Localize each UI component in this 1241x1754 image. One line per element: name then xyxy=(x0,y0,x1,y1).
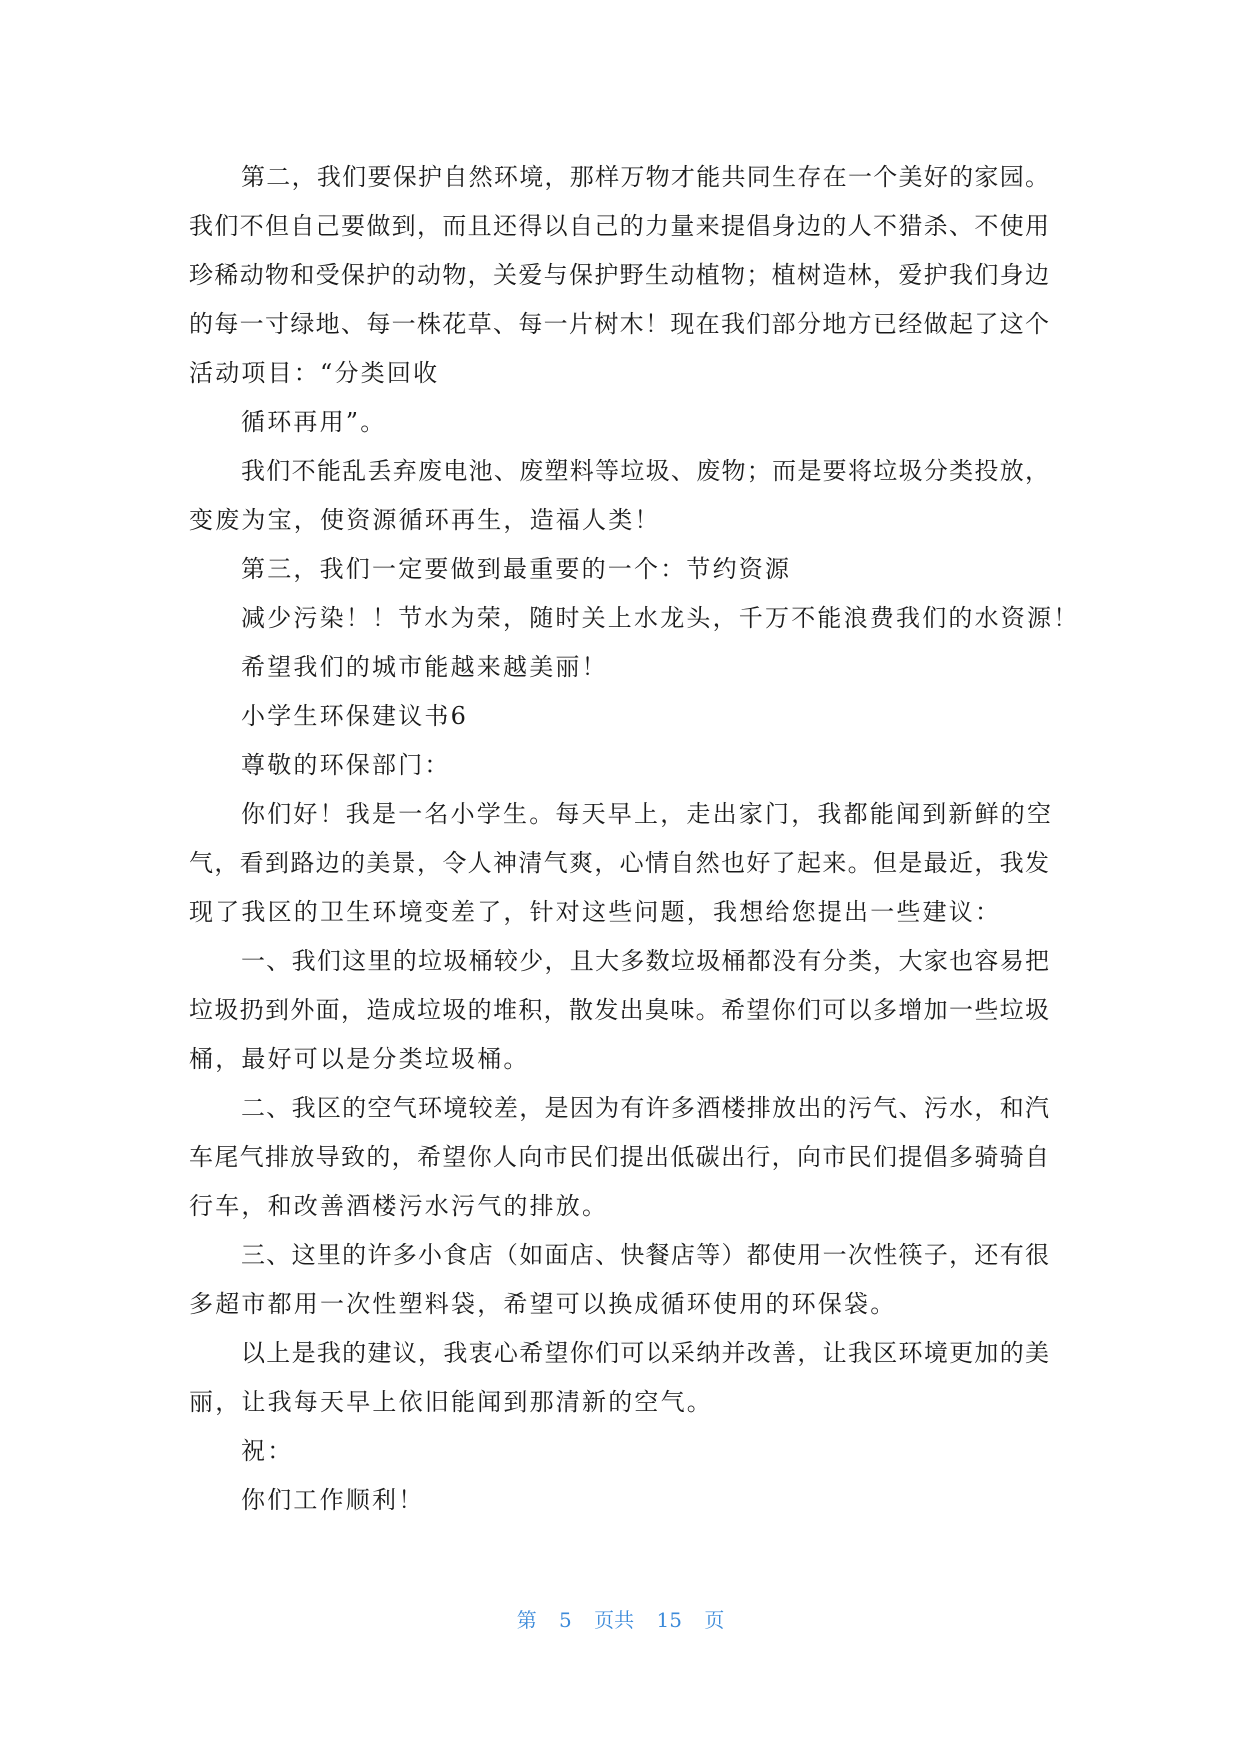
paragraph-line: 减少污染！！节水为荣，随时关上水龙头，千万不能浪费我们的水资源！ xyxy=(241,604,1080,632)
footer-prefix: 第 xyxy=(516,1608,537,1632)
paragraph-line: 活动项目：“分类回收 xyxy=(189,359,440,387)
closing-line: 你们工作顺利！ xyxy=(241,1486,425,1514)
paragraph-line: 气，看到路边的美景，令人神清气爽，心情自然也好了起来。但是最近，我发 xyxy=(189,849,1049,877)
paragraph-line: 以上是我的建议，我衷心希望你们可以采纳并改善，让我区环境更加的美 xyxy=(241,1339,1049,1367)
paragraph-line: 变废为宝，使资源循环再生，造福人类！ xyxy=(189,506,661,534)
paragraph-line: 桶，最好可以是分类垃圾桶。 xyxy=(189,1045,530,1073)
paragraph-line: 行车，和改善酒楼污水污气的排放。 xyxy=(189,1192,609,1220)
paragraph-line: 三、这里的许多小食店（如面店、快餐店等）都使用一次性筷子，还有很 xyxy=(241,1241,1049,1269)
footer-middle: 页共 xyxy=(594,1608,635,1632)
paragraph-line: 现了我区的卫生环境变差了，针对这些问题，我想给您提出一些建议： xyxy=(189,898,1002,926)
paragraph-line: 垃圾扔到外面，造成垃圾的堆积，散发出臭味。希望你们可以多增加一些垃圾 xyxy=(189,996,1049,1024)
paragraph-line: 循环再用”。 xyxy=(241,408,387,436)
paragraph-line: 二、我区的空气环境较差，是因为有许多酒楼排放出的污气、污水，和汽 xyxy=(241,1094,1049,1122)
document-body xyxy=(189,153,1080,1525)
page-footer xyxy=(0,1604,1241,1633)
paragraph-line: 第二，我们要保护自然环境，那样万物才能共同生存在一个美好的家园。 xyxy=(241,163,1049,191)
current-page-number: 5 xyxy=(559,1608,572,1632)
paragraph-line: 你们好！我是一名小学生。每天早上，走出家门，我都能闻到新鲜的空 xyxy=(241,800,1054,828)
paragraph-line: 的每一寸绿地、每一株花草、每一片树木！现在我们部分地方已经做起了这个 xyxy=(189,310,1049,338)
salutation: 尊敬的环保部门： xyxy=(241,751,451,779)
paragraph-line: 丽，让我每天早上依旧能闻到那清新的空气。 xyxy=(189,1388,713,1416)
paragraph-line: 我们不能乱丢弃废电池、废塑料等垃圾、废物；而是要将垃圾分类投放， xyxy=(241,457,1049,485)
paragraph-line: 希望我们的城市能越来越美丽！ xyxy=(241,653,608,681)
footer-suffix: 页 xyxy=(704,1608,725,1632)
section-title: 小学生环保建议书6 xyxy=(241,702,469,730)
total-pages-number: 15 xyxy=(656,1608,682,1632)
closing-line: 祝： xyxy=(241,1437,294,1465)
paragraph-line: 我们不但自己要做到，而且还得以自己的力量来提倡身边的人不猎杀、不使用 xyxy=(189,212,1049,240)
paragraph-line: 一、我们这里的垃圾桶较少，且大多数垃圾桶都没有分类，大家也容易把 xyxy=(241,947,1049,975)
paragraph-line: 第三，我们一定要做到最重要的一个：节约资源 xyxy=(241,555,792,583)
paragraph-line: 多超市都用一次性塑料袋，希望可以换成循环使用的环保袋。 xyxy=(189,1290,897,1318)
paragraph-line: 车尾气排放导致的，希望你人向市民们提出低碳出行，向市民们提倡多骑骑自 xyxy=(189,1143,1049,1171)
paragraph-line: 珍稀动物和受保护的动物，关爱与保护野生动植物；植树造林，爱护我们身边 xyxy=(189,261,1049,289)
